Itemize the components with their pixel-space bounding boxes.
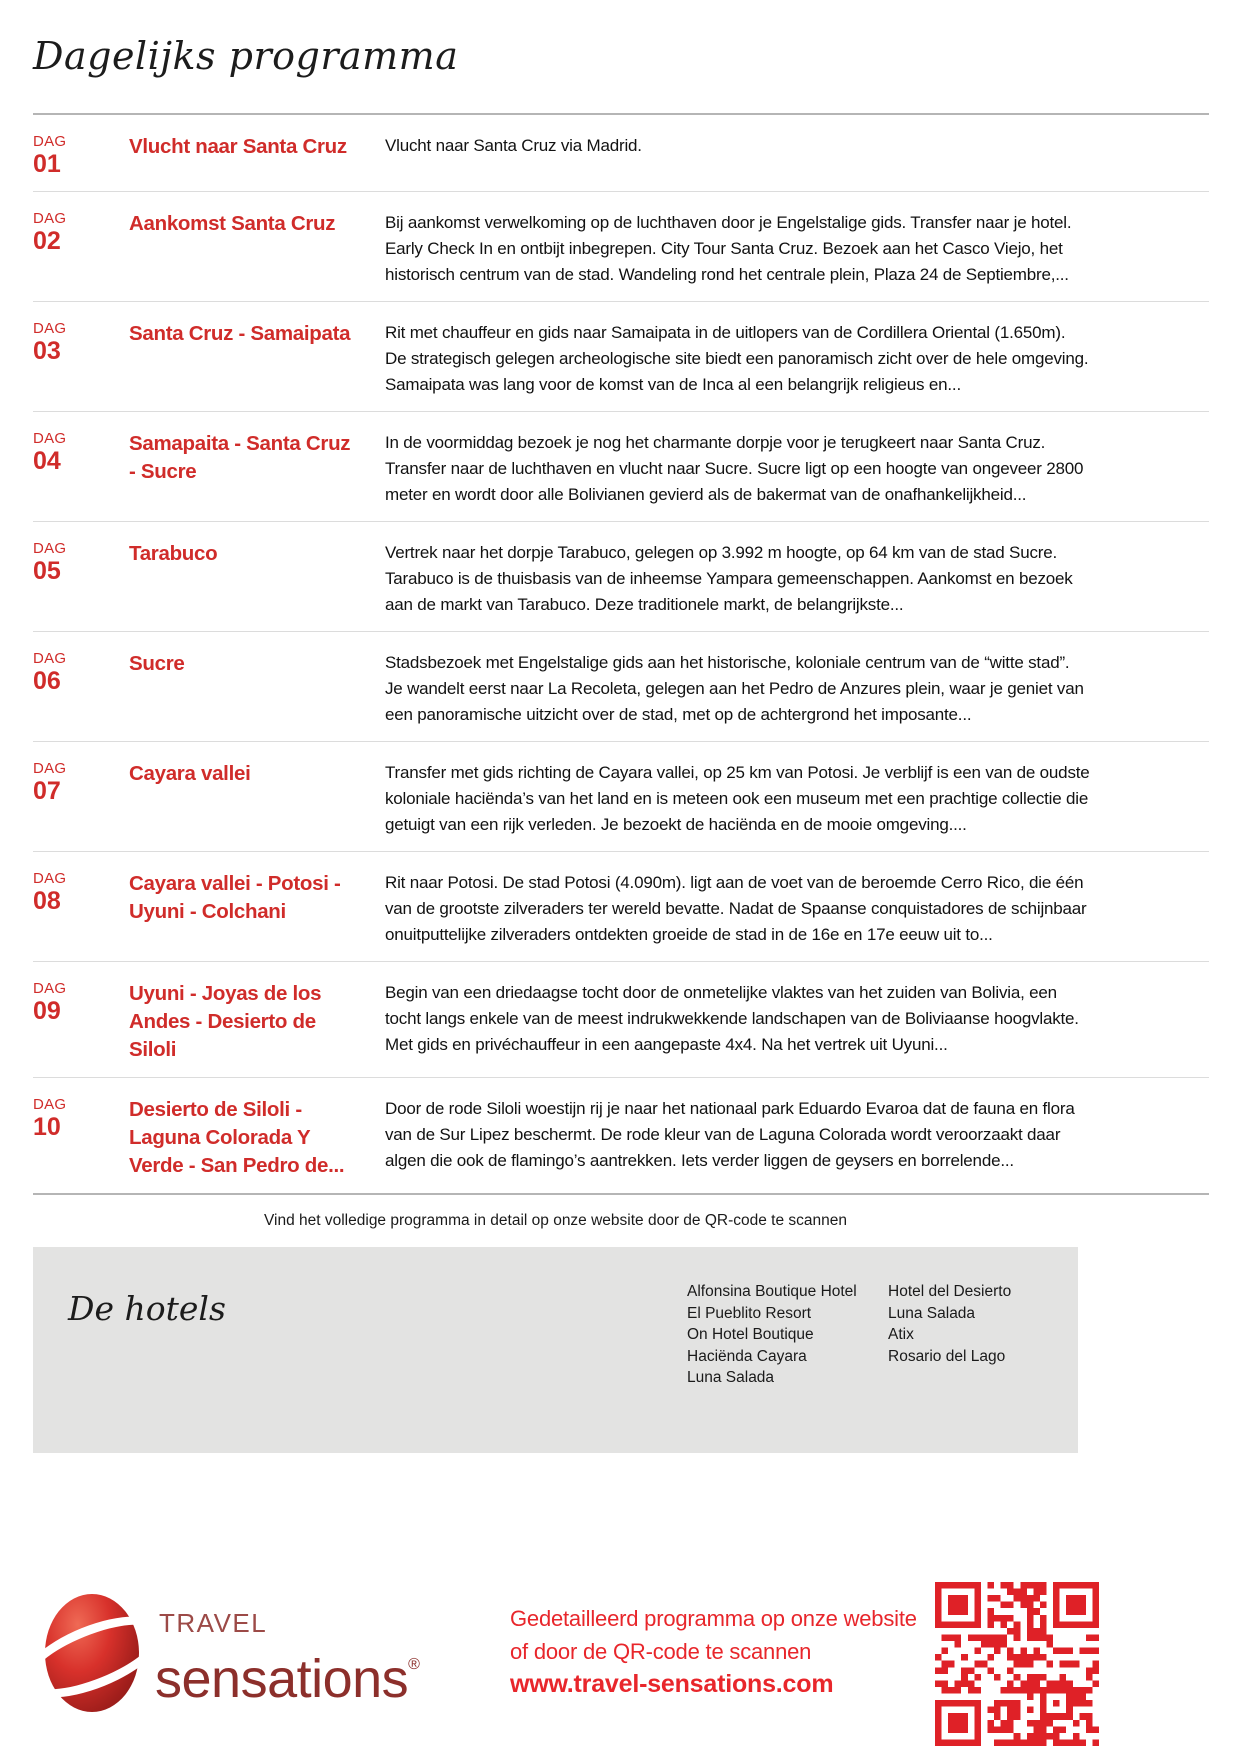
itinerary-row (33, 1077, 1209, 1193)
itinerary-row (33, 411, 1209, 521)
day-number: 05 (33, 557, 61, 585)
travel-sensations-logo (33, 1586, 473, 1736)
tagline-line-1: Gedetailleerd programma op onze website (510, 1606, 917, 1631)
day-label: DAG (33, 1096, 67, 1113)
globe-icon (33, 1590, 151, 1720)
day-description: Transfer met gids richting de Cayara vallei, op 25 km van Potosi. Je verblijf is een van de oudste koloniale haciënda’s van het land en is meteen ook een museum met een prachtige collectie die getuigt van een rijk verleden. Je bezoekt de haciënda en de mooie omgeving.... (385, 763, 1090, 834)
hotel-name: Alfonsina Boutique Hotel (687, 1283, 857, 1300)
qr-code (935, 1582, 1099, 1746)
day-label: DAG (33, 760, 67, 777)
day-title: Vlucht naar Santa Cruz (129, 135, 347, 158)
day-description: Rit met chauffeur en gids naar Samaipata in de uitlopers van de Cordillera Oriental (1.650m). De strategisch gelegen archeologische site biedt een panoramisch zicht over de hele omgeving. Samaipata was lang voor de komst van de Inca al een belangrijk religieus en... (385, 323, 1089, 394)
day-number: 07 (33, 777, 61, 805)
day-cell (33, 760, 129, 838)
website-url[interactable]: www.travel-sensations.com (510, 1670, 834, 1698)
day-number: 03 (33, 337, 61, 365)
day-label: DAG (33, 870, 67, 887)
day-cell (33, 430, 129, 508)
itinerary-row (33, 741, 1209, 851)
day-number: 10 (33, 1113, 61, 1141)
day-title: Desierto de Siloli - Laguna Colorada Y Verde - San Pedro de... (129, 1098, 345, 1177)
day-label: DAG (33, 210, 67, 227)
itinerary-row (33, 191, 1209, 301)
day-cell (33, 870, 129, 948)
hotel-name: Atix (888, 1326, 914, 1343)
day-number: 06 (33, 667, 61, 695)
footer-tagline (510, 1602, 917, 1701)
itinerary-row (33, 631, 1209, 741)
itinerary-row (33, 851, 1209, 961)
hotel-name: Haciënda Cayara (687, 1347, 807, 1365)
day-title: Aankomst Santa Cruz (129, 212, 336, 235)
hotel-name: Luna Salada (888, 1304, 976, 1322)
day-title: Uyuni - Joyas de los Andes - Desierto de Siloli (129, 982, 322, 1061)
day-number: 01 (33, 150, 61, 178)
day-number: 08 (33, 887, 61, 915)
qr-scan-note: Vind het volledige programma in detail op onze website door de QR-code te scannen (263, 1212, 848, 1229)
footer (33, 1580, 1209, 1752)
day-label: DAG (33, 650, 67, 667)
day-cell (33, 540, 129, 618)
day-label: DAG (33, 540, 67, 557)
day-cell (33, 133, 129, 178)
day-description: Stadsbezoek met Engelstalige gids aan het historische, koloniale centrum van de “witte stad”. Je wandelt eerst naar La Recoleta, gelegen aan het Pedro de Anzures plein, waar je geniet van een panoramische uitzicht over de stad, met op de achtergrond het imposante... (385, 653, 1084, 724)
day-description: Rit naar Potosi. De stad Potosi (4.090m). ligt aan de voet van de beroemde Cerro Rico, die één van de grootste zilveraders ter wereld bevatte. Nadat de Spaanse conquistadores de schijnbaar onuitputtelijke zilveraders ontdekten groeide de stad in de 16e en 17e eeuw uit to... (385, 873, 1087, 944)
day-cell (33, 1096, 129, 1180)
hotels-column-2 (888, 1281, 1011, 1367)
day-title: Cayara vallei (129, 762, 251, 785)
day-title: Samapaita - Santa Cruz - Sucre (129, 432, 351, 483)
itinerary-table (33, 113, 1209, 1195)
day-cell (33, 650, 129, 728)
itinerary-row (33, 521, 1209, 631)
hotel-name: Hotel del Desierto (888, 1283, 1012, 1300)
hotel-name: On Hotel Boutique (687, 1326, 814, 1343)
day-description: Vlucht naar Santa Cruz via Madrid. (385, 136, 642, 155)
day-description: Begin van een driedaagse tocht door de onmetelijke vlaktes van het zuiden van Bolivia, een tocht langs enkele van de meest indrukwekkende landschapen van de Boliviaanse hoogvlakte. Met gids en privéchauffeur in een aangepaste 4x4. Na het vertrek uit Uyuni... (385, 983, 1079, 1054)
day-description: Bij aankomst verwelkoming op de luchthaven door je Engelstalige gids. Transfer naar je hotel. Early Check In en ontbijt inbegrepen. City Tour Santa Cruz. Bezoek aan het Casco Viejo, het historisch centrum van de stad. Wandeling rond het centrale plein, Plaza 24 de Septiembre,... (385, 213, 1072, 284)
day-title: Tarabuco (129, 542, 218, 565)
registered-mark: ® (408, 1656, 420, 1673)
hotel-name: El Pueblito Resort (687, 1304, 812, 1322)
day-description: Door de rode Siloli woestijn rij je naar het nationaal park Eduardo Evaroa dat de fauna en flora van de Sur Lipez beschermt. De rode kleur van de Laguna Colorada wordt veroorzaakt daar algen die ook de flamingo’s aantrekken. Iets verder liggen de geysers en borrelende... (385, 1099, 1075, 1170)
day-number: 02 (33, 227, 61, 255)
day-label: DAG (33, 320, 67, 337)
hotel-name: Rosario del Lago (888, 1347, 1006, 1365)
hotels-section (33, 1247, 1078, 1453)
brand-word-travel: TRAVEL (159, 1608, 268, 1638)
day-number: 04 (33, 447, 61, 475)
day-label: DAG (33, 133, 67, 150)
hotels-column-1 (687, 1281, 857, 1389)
page-title: Dagelijks programma (33, 34, 459, 78)
day-title: Sucre (129, 652, 185, 675)
day-label: DAG (33, 430, 67, 447)
day-title: Cayara vallei - Potosi - Uyuni - Colchani (129, 872, 341, 923)
itinerary-row (33, 301, 1209, 411)
day-cell (33, 320, 129, 398)
tagline-line-2: of door de QR-code te scannen (510, 1639, 812, 1664)
brand-name-text: sensations (155, 1649, 409, 1709)
day-title: Santa Cruz - Samaipata (129, 322, 351, 345)
day-number: 09 (33, 997, 61, 1025)
itinerary-row (33, 961, 1209, 1077)
day-label: DAG (33, 980, 67, 997)
day-cell (33, 210, 129, 288)
itinerary-row (33, 115, 1209, 191)
day-description: In de voormiddag bezoek je nog het charmante dorpje voor je terugkeert naar Santa Cruz. Transfer naar de luchthaven en vlucht naar Sucre. Sucre ligt op een hoogte van ongeveer 2800 meter en wordt door alle Bolivianen gevierd als de bakermat van de onafhankelijkheid... (385, 433, 1084, 504)
day-cell (33, 980, 129, 1064)
hotel-name: Luna Salada (687, 1369, 775, 1386)
day-description: Vertrek naar het dorpje Tarabuco, gelegen op 3.992 m hoogte, op 64 km van de stad Sucre. Tarabuco is de thuisbasis van de inheemse Yampara gemeenschappen. Aankomst en bezoek aan de markt van Tarabuco. Deze traditionele markt, de belangrijkste... (385, 543, 1073, 614)
hotels-title: De hotels (68, 1289, 226, 1328)
brand-word-sensations (155, 1634, 419, 1710)
